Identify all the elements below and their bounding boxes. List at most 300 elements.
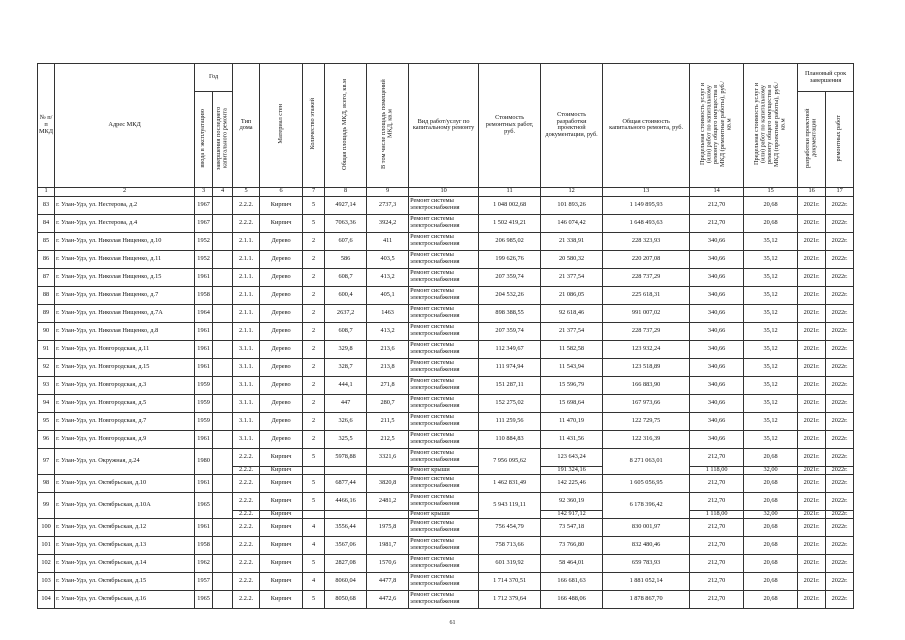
cell-address: г. Улан-Удэ, ул. Новгородская, д.7 <box>55 412 195 430</box>
cell-planned-works: 2022г. <box>826 536 854 554</box>
cell-design-cost: 73 766,80 <box>541 536 603 554</box>
column-number: 17 <box>826 187 854 196</box>
cell-total-cost: 1 881 052,14 <box>603 572 690 590</box>
cell-limit-cost: 1 118,00 <box>690 510 744 518</box>
table-row <box>38 232 854 250</box>
repair-table <box>37 63 854 609</box>
cell-type: 3.1.1. <box>233 376 260 394</box>
cell-num: 92 <box>38 358 55 376</box>
cell-limit-design: 35,12 <box>744 394 798 412</box>
cell-floors: 2 <box>303 232 325 250</box>
cell-material: Кирпич <box>260 466 303 474</box>
cell-planned-works: 2022г. <box>826 322 854 340</box>
cell-year-repair <box>213 196 233 214</box>
cell-material: Кирпич <box>260 572 303 590</box>
cell-type: 2.2.2. <box>233 196 260 214</box>
cell-type: 2.1.1. <box>233 304 260 322</box>
table-row <box>38 286 854 304</box>
column-number: 11 <box>479 187 541 196</box>
cell-planned-design: 2021г. <box>798 492 826 510</box>
cell-material: Кирпич <box>260 554 303 572</box>
cell-total-cost: 1 648 493,63 <box>603 214 690 232</box>
cell-res-area: 1463 <box>367 304 409 322</box>
table-row <box>38 196 854 214</box>
column-number: 16 <box>798 187 826 196</box>
cell-address: г. Улан-Удэ, ул. Николая Нищенко, д.11 <box>55 250 195 268</box>
cell-type: 2.1.1. <box>233 268 260 286</box>
cell-work-cost: 204 532,26 <box>479 286 541 304</box>
cell-limit-cost: 340,66 <box>690 268 744 286</box>
cell-material: Дерево <box>260 430 303 448</box>
cell-limit-design: 32,00 <box>744 466 798 474</box>
cell-work: Ремонт системы электроснабжения <box>409 358 479 376</box>
cell-year-repair <box>213 572 233 590</box>
cell-planned-design: 2021г. <box>798 376 826 394</box>
cell-floors: 5 <box>303 474 325 492</box>
cell-limit-cost: 212,70 <box>690 518 744 536</box>
cell-total-area: 3567,06 <box>325 536 367 554</box>
cell-total-area: 444,1 <box>325 376 367 394</box>
cell-total-cost: 1 605 056,95 <box>603 474 690 492</box>
cell-design-cost: 20 580,32 <box>541 250 603 268</box>
cell-total-cost: 659 783,93 <box>603 554 690 572</box>
cell-address: г. Улан-Удэ, ул. Октябрьская, д.13 <box>55 536 195 554</box>
cell-total-area <box>325 466 367 474</box>
cell-work: Ремонт системы электроснабжения <box>409 250 479 268</box>
column-number: 7 <box>303 187 325 196</box>
cell-material: Дерево <box>260 232 303 250</box>
table-row <box>38 376 854 394</box>
cell-total-cost: 167 973,66 <box>603 394 690 412</box>
cell-work: Ремонт системы электроснабжения <box>409 412 479 430</box>
cell-planned-works: 2022г. <box>826 196 854 214</box>
table-row <box>38 448 854 466</box>
cell-num: 97 <box>38 448 55 474</box>
cell-design-cost: 21 338,91 <box>541 232 603 250</box>
header-year-repair: завершения последнего капитального ремонта <box>213 92 233 188</box>
cell-limit-design: 35,12 <box>744 412 798 430</box>
cell-limit-cost: 1 118,00 <box>690 466 744 474</box>
cell-work-cost: 111 974,94 <box>479 358 541 376</box>
cell-total-area: 608,7 <box>325 268 367 286</box>
cell-planned-works: 2022г. <box>826 492 854 510</box>
cell-limit-cost: 340,66 <box>690 430 744 448</box>
cell-type: 3.1.1. <box>233 358 260 376</box>
cell-work: Ремонт крыши <box>409 466 479 474</box>
cell-year-built: 1980 <box>195 448 213 474</box>
cell-total-area: 607,6 <box>325 232 367 250</box>
cell-year-built: 1961 <box>195 340 213 358</box>
cell-num: 85 <box>38 232 55 250</box>
cell-design-cost: 21 086,05 <box>541 286 603 304</box>
cell-limit-cost: 340,66 <box>690 250 744 268</box>
cell-year-repair <box>213 340 233 358</box>
cell-num: 102 <box>38 554 55 572</box>
cell-total-area: 600,4 <box>325 286 367 304</box>
column-number: 12 <box>541 187 603 196</box>
cell-total-cost: 6 178 396,42 <box>603 492 690 518</box>
cell-type: 3.1.1. <box>233 394 260 412</box>
cell-res-area: 4472,6 <box>367 590 409 608</box>
cell-year-repair <box>213 554 233 572</box>
cell-work: Ремонт системы электроснабжения <box>409 268 479 286</box>
cell-limit-design: 35,12 <box>744 250 798 268</box>
table-row <box>38 322 854 340</box>
cell-limit-cost: 212,70 <box>690 590 744 608</box>
cell-floors <box>303 510 325 518</box>
cell-year-repair <box>213 322 233 340</box>
cell-num: 98 <box>38 474 55 492</box>
cell-work-cost: 1 712 379,64 <box>479 590 541 608</box>
cell-material: Дерево <box>260 394 303 412</box>
cell-material: Кирпич <box>260 474 303 492</box>
cell-work-cost: 110 884,83 <box>479 430 541 448</box>
cell-work-cost: 152 275,02 <box>479 394 541 412</box>
column-number-row <box>38 187 854 196</box>
cell-planned-design: 2021г. <box>798 394 826 412</box>
cell-planned-design: 2021г. <box>798 196 826 214</box>
cell-year-built: 1959 <box>195 412 213 430</box>
header-limit-cost: Предельная стоимость услуг и (или) работ по капитальному ремонту общего имущества в МКД (ремонтные работы), руб./кв.м <box>690 64 744 188</box>
cell-total-area <box>325 510 367 518</box>
cell-floors: 2 <box>303 268 325 286</box>
cell-design-cost: 21 377,54 <box>541 268 603 286</box>
cell-material: Кирпич <box>260 448 303 466</box>
cell-work-cost: 758 713,66 <box>479 536 541 554</box>
cell-planned-design: 2021г. <box>798 430 826 448</box>
cell-design-cost: 15 698,64 <box>541 394 603 412</box>
cell-work-cost: 898 388,55 <box>479 304 541 322</box>
cell-material: Кирпич <box>260 536 303 554</box>
cell-work: Ремонт системы электроснабжения <box>409 518 479 536</box>
cell-total-cost: 228 323,93 <box>603 232 690 250</box>
cell-total-area: 325,5 <box>325 430 367 448</box>
cell-year-repair <box>213 492 233 518</box>
cell-num: 100 <box>38 518 55 536</box>
cell-res-area: 403,5 <box>367 250 409 268</box>
cell-address: г. Улан-Удэ, ул. Новгородская, д.9 <box>55 430 195 448</box>
table-row <box>38 554 854 572</box>
cell-address: г. Улан-Удэ, ул. Окружная, д.24 <box>55 448 195 474</box>
cell-work: Ремонт крыши <box>409 510 479 518</box>
table-row <box>38 340 854 358</box>
cell-planned-works: 2022г. <box>826 430 854 448</box>
cell-res-area: 3924,2 <box>367 214 409 232</box>
cell-work: Ремонт системы электроснабжения <box>409 376 479 394</box>
cell-planned-works: 2022г. <box>826 518 854 536</box>
cell-limit-design: 35,12 <box>744 340 798 358</box>
cell-material: Кирпич <box>260 214 303 232</box>
cell-material: Дерево <box>260 322 303 340</box>
cell-year-repair <box>213 376 233 394</box>
cell-limit-cost: 212,70 <box>690 492 744 510</box>
cell-res-area: 3321,6 <box>367 448 409 466</box>
cell-planned-works: 2022г. <box>826 358 854 376</box>
cell-total-area: 8060,04 <box>325 572 367 590</box>
cell-type: 2.1.1. <box>233 286 260 304</box>
cell-total-area: 6877,44 <box>325 474 367 492</box>
cell-floors: 5 <box>303 590 325 608</box>
column-number: 4 <box>213 187 233 196</box>
cell-planned-design: 2021г. <box>798 214 826 232</box>
cell-work-cost: 1 048 002,68 <box>479 196 541 214</box>
cell-work-cost: 111 259,56 <box>479 412 541 430</box>
cell-year-repair <box>213 268 233 286</box>
cell-floors: 2 <box>303 394 325 412</box>
cell-total-area: 7063,36 <box>325 214 367 232</box>
cell-planned-design: 2021г. <box>798 466 826 474</box>
cell-limit-cost: 340,66 <box>690 358 744 376</box>
cell-year-built: 1961 <box>195 518 213 536</box>
cell-material: Кирпич <box>260 510 303 518</box>
header-address: Адрес МКД <box>55 64 195 188</box>
cell-work-cost: 601 319,92 <box>479 554 541 572</box>
cell-limit-design: 35,12 <box>744 232 798 250</box>
cell-limit-design: 20,68 <box>744 196 798 214</box>
cell-planned-works: 2022г. <box>826 590 854 608</box>
table-row <box>38 358 854 376</box>
cell-limit-design: 20,68 <box>744 474 798 492</box>
cell-planned-works: 2022г. <box>826 466 854 474</box>
cell-planned-design: 2021г. <box>798 286 826 304</box>
cell-limit-design: 20,68 <box>744 554 798 572</box>
cell-planned-works: 2022г. <box>826 340 854 358</box>
cell-total-cost: 122 729,75 <box>603 412 690 430</box>
cell-year-built: 1958 <box>195 286 213 304</box>
cell-planned-design: 2021г. <box>798 340 826 358</box>
cell-work: Ремонт системы электроснабжения <box>409 214 479 232</box>
cell-res-area <box>367 510 409 518</box>
cell-design-cost: 146 074,42 <box>541 214 603 232</box>
column-number: 2 <box>55 187 195 196</box>
cell-total-cost: 122 316,39 <box>603 430 690 448</box>
cell-res-area: 2481,2 <box>367 492 409 510</box>
cell-total-area: 3556,44 <box>325 518 367 536</box>
column-number: 1 <box>38 187 55 196</box>
cell-address: г. Улан-Удэ, ул. Новгородская, д.15 <box>55 358 195 376</box>
cell-limit-design: 35,12 <box>744 358 798 376</box>
cell-total-area: 4466,16 <box>325 492 367 510</box>
cell-total-cost: 228 737,29 <box>603 268 690 286</box>
cell-total-cost: 220 207,08 <box>603 250 690 268</box>
cell-limit-design: 20,68 <box>744 492 798 510</box>
table-row <box>38 590 854 608</box>
cell-design-cost: 92 360,19 <box>541 492 603 510</box>
cell-year-repair <box>213 474 233 492</box>
table-row <box>38 518 854 536</box>
cell-num: 90 <box>38 322 55 340</box>
table-row <box>38 492 854 510</box>
cell-year-built: 1952 <box>195 232 213 250</box>
cell-address: г. Улан-Удэ, ул. Новгородская, д.3 <box>55 376 195 394</box>
cell-work: Ремонт системы электроснабжения <box>409 430 479 448</box>
cell-type: 2.2.2. <box>233 518 260 536</box>
cell-work: Ремонт системы электроснабжения <box>409 448 479 466</box>
cell-limit-cost: 340,66 <box>690 340 744 358</box>
header-total-cost: Общая стоимость капитального ремонта, руб. <box>603 64 690 188</box>
cell-planned-works: 2022г. <box>826 232 854 250</box>
cell-limit-design: 35,12 <box>744 268 798 286</box>
cell-work-cost: 5 943 119,11 <box>479 492 541 518</box>
cell-planned-works: 2022г. <box>826 394 854 412</box>
cell-total-cost: 1 878 867,70 <box>603 590 690 608</box>
document-page <box>37 63 854 609</box>
cell-total-cost: 830 001,97 <box>603 518 690 536</box>
cell-work: Ремонт системы электроснабжения <box>409 196 479 214</box>
cell-total-area: 329,8 <box>325 340 367 358</box>
cell-planned-works: 2022г. <box>826 250 854 268</box>
cell-limit-design: 20,68 <box>744 572 798 590</box>
cell-year-built: 1965 <box>195 492 213 518</box>
cell-type: 2.2.2. <box>233 474 260 492</box>
cell-res-area: 213,6 <box>367 340 409 358</box>
cell-floors: 5 <box>303 448 325 466</box>
cell-planned-design: 2021г. <box>798 304 826 322</box>
cell-res-area: 1981,7 <box>367 536 409 554</box>
cell-work: Ремонт системы электроснабжения <box>409 232 479 250</box>
cell-planned-design: 2021г. <box>798 590 826 608</box>
column-number: 3 <box>195 187 213 196</box>
cell-floors: 5 <box>303 196 325 214</box>
cell-res-area: 212,5 <box>367 430 409 448</box>
cell-total-area: 5978,88 <box>325 448 367 466</box>
cell-design-cost: 21 377,54 <box>541 322 603 340</box>
cell-address: г. Улан-Удэ, ул. Октябрьская, д.14 <box>55 554 195 572</box>
cell-work-cost: 1 502 419,21 <box>479 214 541 232</box>
header-planned-group: Плановый срок завершения <box>798 64 854 92</box>
cell-type: 2.2.2. <box>233 590 260 608</box>
cell-planned-design: 2021г. <box>798 474 826 492</box>
cell-address: г. Улан-Удэ, ул. Октябрьская, д.16 <box>55 590 195 608</box>
cell-num: 101 <box>38 536 55 554</box>
cell-limit-cost: 212,70 <box>690 554 744 572</box>
cell-num: 93 <box>38 376 55 394</box>
cell-planned-design: 2021г. <box>798 232 826 250</box>
cell-total-area: 4927,14 <box>325 196 367 214</box>
cell-material: Кирпич <box>260 518 303 536</box>
cell-address: г. Улан-Удэ, ул. Нестерова, д.4 <box>55 214 195 232</box>
cell-limit-cost: 212,70 <box>690 448 744 466</box>
cell-total-cost: 832 480,46 <box>603 536 690 554</box>
cell-res-area: 4477,8 <box>367 572 409 590</box>
cell-address: г. Улан-Удэ, ул. Октябрьская, д.12 <box>55 518 195 536</box>
cell-address: г. Улан-Удэ, ул. Николая Нищенко, д.15 <box>55 268 195 286</box>
cell-limit-design: 32,00 <box>744 510 798 518</box>
cell-num: 103 <box>38 572 55 590</box>
cell-limit-design: 20,68 <box>744 518 798 536</box>
table-row <box>38 430 854 448</box>
cell-limit-cost: 340,66 <box>690 322 744 340</box>
cell-limit-design: 35,12 <box>744 304 798 322</box>
cell-num: 84 <box>38 214 55 232</box>
cell-year-repair <box>213 250 233 268</box>
cell-num: 96 <box>38 430 55 448</box>
cell-design-cost: 58 464,01 <box>541 554 603 572</box>
cell-res-area <box>367 466 409 474</box>
cell-year-built: 1958 <box>195 536 213 554</box>
cell-type: 3.1.1. <box>233 412 260 430</box>
header-num: № п/п МКД <box>38 64 55 188</box>
header-work-cost: Стоимость ремонтных работ, руб. <box>479 64 541 188</box>
cell-limit-design: 20,68 <box>744 590 798 608</box>
table-row <box>38 394 854 412</box>
cell-work: Ремонт системы электроснабжения <box>409 554 479 572</box>
cell-year-built: 1961 <box>195 430 213 448</box>
page-number: 61 <box>449 620 456 626</box>
cell-planned-design: 2021г. <box>798 268 826 286</box>
cell-limit-cost: 212,70 <box>690 214 744 232</box>
cell-work: Ремонт системы электроснабжения <box>409 340 479 358</box>
cell-res-area: 1570,6 <box>367 554 409 572</box>
column-number: 15 <box>744 187 798 196</box>
cell-design-cost: 92 618,46 <box>541 304 603 322</box>
cell-limit-design: 35,12 <box>744 286 798 304</box>
cell-material: Дерево <box>260 286 303 304</box>
cell-design-cost: 73 547,18 <box>541 518 603 536</box>
header-planned-works: ремонтных работ <box>826 92 854 188</box>
cell-work-cost: 199 626,76 <box>479 250 541 268</box>
cell-year-built: 1967 <box>195 196 213 214</box>
table-row <box>38 214 854 232</box>
cell-limit-cost: 340,66 <box>690 304 744 322</box>
cell-year-built: 1964 <box>195 304 213 322</box>
cell-floors: 4 <box>303 518 325 536</box>
cell-planned-works: 2022г. <box>826 376 854 394</box>
column-number: 9 <box>367 187 409 196</box>
cell-work: Ремонт системы электроснабжения <box>409 474 479 492</box>
cell-work-cost: 207 359,74 <box>479 268 541 286</box>
cell-work: Ремонт системы электроснабжения <box>409 536 479 554</box>
cell-num: 89 <box>38 304 55 322</box>
cell-total-cost: 8 271 063,01 <box>603 448 690 474</box>
cell-num: 95 <box>38 412 55 430</box>
cell-address: г. Улан-Удэ, ул. Октябрьская, д.10А <box>55 492 195 518</box>
cell-floors: 2 <box>303 412 325 430</box>
cell-type: 2.1.1. <box>233 250 260 268</box>
cell-design-cost: 191 324,16 <box>541 466 603 474</box>
cell-total-area: 326,6 <box>325 412 367 430</box>
cell-num: 87 <box>38 268 55 286</box>
header-total-area: Общая площадь МКД, всего, кв.м <box>325 64 367 188</box>
cell-planned-design: 2021г. <box>798 518 826 536</box>
cell-year-built: 1961 <box>195 268 213 286</box>
cell-limit-design: 35,12 <box>744 376 798 394</box>
cell-res-area: 211,5 <box>367 412 409 430</box>
cell-planned-design: 2021г. <box>798 412 826 430</box>
cell-design-cost: 11 582,58 <box>541 340 603 358</box>
cell-year-repair <box>213 214 233 232</box>
cell-work-cost: 756 454,79 <box>479 518 541 536</box>
cell-floors: 2 <box>303 304 325 322</box>
cell-year-repair <box>213 590 233 608</box>
cell-work-cost: 206 985,02 <box>479 232 541 250</box>
cell-planned-works: 2022г. <box>826 572 854 590</box>
cell-material: Кирпич <box>260 492 303 510</box>
table-row <box>38 536 854 554</box>
cell-material: Дерево <box>260 268 303 286</box>
cell-floors: 2 <box>303 376 325 394</box>
header-residential-area: В том числе площадь помещений МКД, кв.м <box>367 64 409 188</box>
cell-floors: 2 <box>303 250 325 268</box>
cell-planned-works: 2022г. <box>826 214 854 232</box>
cell-floors: 5 <box>303 214 325 232</box>
cell-limit-cost: 340,66 <box>690 412 744 430</box>
cell-work: Ремонт системы электроснабжения <box>409 572 479 590</box>
cell-planned-design: 2021г. <box>798 510 826 518</box>
cell-num: 91 <box>38 340 55 358</box>
cell-limit-design: 35,12 <box>744 430 798 448</box>
cell-res-area: 405,1 <box>367 286 409 304</box>
